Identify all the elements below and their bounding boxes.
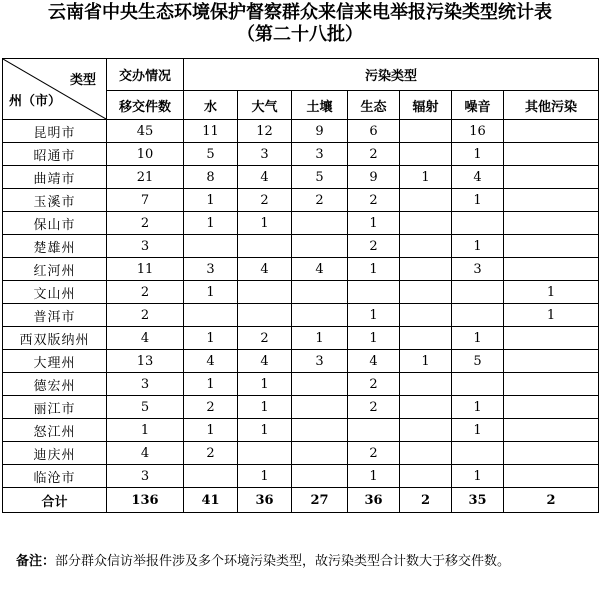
other-cell	[504, 373, 599, 396]
city-cell: 保山市	[3, 212, 107, 235]
total-ecology-cell: 36	[348, 488, 400, 513]
ecology-cell: 2	[348, 189, 400, 212]
other-cell	[504, 189, 599, 212]
table-row	[3, 143, 599, 166]
water-cell	[184, 235, 238, 258]
table-row	[3, 258, 599, 281]
count-cell: 2	[107, 304, 184, 327]
count-cell: 10	[107, 143, 184, 166]
soil-cell: 5	[292, 166, 348, 189]
air-cell	[238, 304, 292, 327]
other-cell	[504, 166, 599, 189]
soil-cell: 3	[292, 143, 348, 166]
count-cell: 3	[107, 465, 184, 488]
other-cell	[504, 465, 599, 488]
table-row	[3, 327, 599, 350]
count-cell: 4	[107, 327, 184, 350]
other-cell	[504, 396, 599, 419]
water-cell: 1	[184, 419, 238, 442]
other-cell	[504, 120, 599, 143]
header-pollution-type: 污染类型	[184, 59, 599, 91]
soil-cell	[292, 465, 348, 488]
total-count-cell: 136	[107, 488, 184, 513]
ecology-cell: 1	[348, 465, 400, 488]
header-type-label: 类型	[69, 73, 96, 88]
air-cell: 4	[238, 166, 292, 189]
radiation-cell	[400, 281, 452, 304]
noise-cell	[452, 212, 504, 235]
city-cell: 昭通市	[3, 143, 107, 166]
ecology-cell: 1	[348, 212, 400, 235]
table-row	[3, 166, 599, 189]
noise-cell: 5	[452, 350, 504, 373]
table-row	[3, 465, 599, 488]
city-cell: 文山州	[3, 281, 107, 304]
total-water-cell: 41	[184, 488, 238, 513]
radiation-cell	[400, 143, 452, 166]
ecology-cell: 2	[348, 373, 400, 396]
radiation-cell	[400, 373, 452, 396]
radiation-cell	[400, 212, 452, 235]
count-cell: 7	[107, 189, 184, 212]
header-soil: 土壤	[292, 91, 348, 120]
count-cell: 2	[107, 212, 184, 235]
ecology-cell: 2	[348, 235, 400, 258]
city-cell: 迪庆州	[3, 442, 107, 465]
water-cell: 2	[184, 396, 238, 419]
noise-cell: 1	[452, 327, 504, 350]
soil-cell: 4	[292, 258, 348, 281]
air-cell: 1	[238, 419, 292, 442]
soil-cell: 1	[292, 327, 348, 350]
noise-cell	[452, 442, 504, 465]
table-row	[3, 396, 599, 419]
count-cell: 5	[107, 396, 184, 419]
other-cell	[504, 212, 599, 235]
city-cell: 丽江市	[3, 396, 107, 419]
city-cell: 普洱市	[3, 304, 107, 327]
noise-cell: 1	[452, 419, 504, 442]
header-ecology: 生态	[348, 91, 400, 120]
count-cell: 13	[107, 350, 184, 373]
ecology-cell: 1	[348, 304, 400, 327]
header-row-1	[3, 59, 599, 91]
soil-cell	[292, 442, 348, 465]
water-cell: 1	[184, 189, 238, 212]
diagonal-line	[3, 59, 106, 119]
table-row	[3, 419, 599, 442]
city-cell: 怒江州	[3, 419, 107, 442]
water-cell: 1	[184, 212, 238, 235]
radiation-cell	[400, 327, 452, 350]
city-cell: 大理州	[3, 350, 107, 373]
diagonal-header-cell	[3, 59, 107, 120]
table-row	[3, 212, 599, 235]
city-cell: 玉溪市	[3, 189, 107, 212]
water-cell	[184, 465, 238, 488]
noise-cell	[452, 304, 504, 327]
other-cell	[504, 419, 599, 442]
radiation-cell: 1	[400, 350, 452, 373]
ecology-cell	[348, 281, 400, 304]
soil-cell: 9	[292, 120, 348, 143]
city-cell: 昆明市	[3, 120, 107, 143]
soil-cell	[292, 235, 348, 258]
total-label: 合计	[3, 488, 107, 513]
header-other: 其他污染	[504, 91, 599, 120]
air-cell: 4	[238, 350, 292, 373]
other-cell: 1	[504, 281, 599, 304]
footnote-text: 部分群众信访举报件涉及多个环境污染类型，故污染类型合计数大于移交件数。	[55, 554, 511, 569]
header-noise: 噪音	[452, 91, 504, 120]
soil-cell: 3	[292, 350, 348, 373]
city-cell: 红河州	[3, 258, 107, 281]
water-cell: 5	[184, 143, 238, 166]
water-cell: 3	[184, 258, 238, 281]
document-subtitle: （第二十八批）	[237, 24, 363, 45]
table-row	[3, 281, 599, 304]
radiation-cell	[400, 120, 452, 143]
air-cell	[238, 281, 292, 304]
header-count: 移交件数	[107, 91, 184, 120]
noise-cell	[452, 373, 504, 396]
water-cell: 1	[184, 281, 238, 304]
soil-cell	[292, 304, 348, 327]
document-title: 云南省中央生态环境保护督察群众来信来电举报污染类型统计表	[48, 2, 552, 23]
count-cell: 21	[107, 166, 184, 189]
ecology-cell: 1	[348, 327, 400, 350]
count-cell: 4	[107, 442, 184, 465]
water-cell: 1	[184, 327, 238, 350]
count-cell: 45	[107, 120, 184, 143]
air-cell: 2	[238, 189, 292, 212]
header-region-label: 州（市）	[9, 94, 62, 109]
air-cell: 4	[238, 258, 292, 281]
total-noise-cell: 35	[452, 488, 504, 513]
noise-cell: 4	[452, 166, 504, 189]
radiation-cell	[400, 442, 452, 465]
noise-cell: 16	[452, 120, 504, 143]
water-cell: 8	[184, 166, 238, 189]
noise-cell: 1	[452, 189, 504, 212]
ecology-cell: 4	[348, 350, 400, 373]
radiation-cell	[400, 396, 452, 419]
noise-cell: 1	[452, 465, 504, 488]
ecology-cell	[348, 419, 400, 442]
soil-cell	[292, 281, 348, 304]
air-cell: 1	[238, 373, 292, 396]
other-cell	[504, 235, 599, 258]
total-radiation-cell: 2	[400, 488, 452, 513]
radiation-cell	[400, 419, 452, 442]
count-cell: 1	[107, 419, 184, 442]
soil-cell	[292, 373, 348, 396]
header-water: 水	[184, 91, 238, 120]
air-cell: 2	[238, 327, 292, 350]
count-cell: 3	[107, 373, 184, 396]
footnote	[16, 551, 586, 573]
table-row	[3, 235, 599, 258]
other-cell	[504, 258, 599, 281]
count-cell: 3	[107, 235, 184, 258]
table-row	[3, 189, 599, 212]
noise-cell: 1	[452, 143, 504, 166]
total-air-cell: 36	[238, 488, 292, 513]
statistics-table	[2, 58, 599, 513]
noise-cell: 1	[452, 235, 504, 258]
water-cell: 4	[184, 350, 238, 373]
city-cell: 临沧市	[3, 465, 107, 488]
air-cell: 1	[238, 396, 292, 419]
radiation-cell	[400, 465, 452, 488]
city-cell: 楚雄州	[3, 235, 107, 258]
city-cell: 德宏州	[3, 373, 107, 396]
city-cell: 西双版纳州	[3, 327, 107, 350]
ecology-cell: 1	[348, 258, 400, 281]
ecology-cell: 9	[348, 166, 400, 189]
footnote-label: 备注：	[16, 554, 56, 569]
city-cell: 曲靖市	[3, 166, 107, 189]
table-row	[3, 442, 599, 465]
other-cell	[504, 350, 599, 373]
noise-cell	[452, 281, 504, 304]
ecology-cell: 2	[348, 143, 400, 166]
count-cell: 2	[107, 281, 184, 304]
total-row	[3, 488, 599, 513]
total-other-cell: 2	[504, 488, 599, 513]
air-cell: 12	[238, 120, 292, 143]
air-cell: 1	[238, 465, 292, 488]
water-cell: 2	[184, 442, 238, 465]
header-handover: 交办情况	[107, 59, 184, 91]
air-cell: 1	[238, 212, 292, 235]
table-row	[3, 304, 599, 327]
noise-cell: 1	[452, 396, 504, 419]
total-soil-cell: 27	[292, 488, 348, 513]
table-row	[3, 120, 599, 143]
other-cell	[504, 143, 599, 166]
radiation-cell: 1	[400, 166, 452, 189]
ecology-cell: 6	[348, 120, 400, 143]
other-cell: 1	[504, 304, 599, 327]
ecology-cell: 2	[348, 396, 400, 419]
air-cell	[238, 235, 292, 258]
air-cell: 3	[238, 143, 292, 166]
table-row	[3, 350, 599, 373]
soil-cell	[292, 396, 348, 419]
count-cell: 11	[107, 258, 184, 281]
radiation-cell	[400, 258, 452, 281]
air-cell	[238, 442, 292, 465]
radiation-cell	[400, 235, 452, 258]
soil-cell: 2	[292, 189, 348, 212]
water-cell: 1	[184, 373, 238, 396]
radiation-cell	[400, 189, 452, 212]
water-cell: 11	[184, 120, 238, 143]
noise-cell: 3	[452, 258, 504, 281]
other-cell	[504, 327, 599, 350]
header-air: 大气	[238, 91, 292, 120]
ecology-cell: 2	[348, 442, 400, 465]
soil-cell	[292, 419, 348, 442]
table-row	[3, 373, 599, 396]
radiation-cell	[400, 304, 452, 327]
other-cell	[504, 442, 599, 465]
soil-cell	[292, 212, 348, 235]
header-radiation: 辐射	[400, 91, 452, 120]
water-cell	[184, 304, 238, 327]
